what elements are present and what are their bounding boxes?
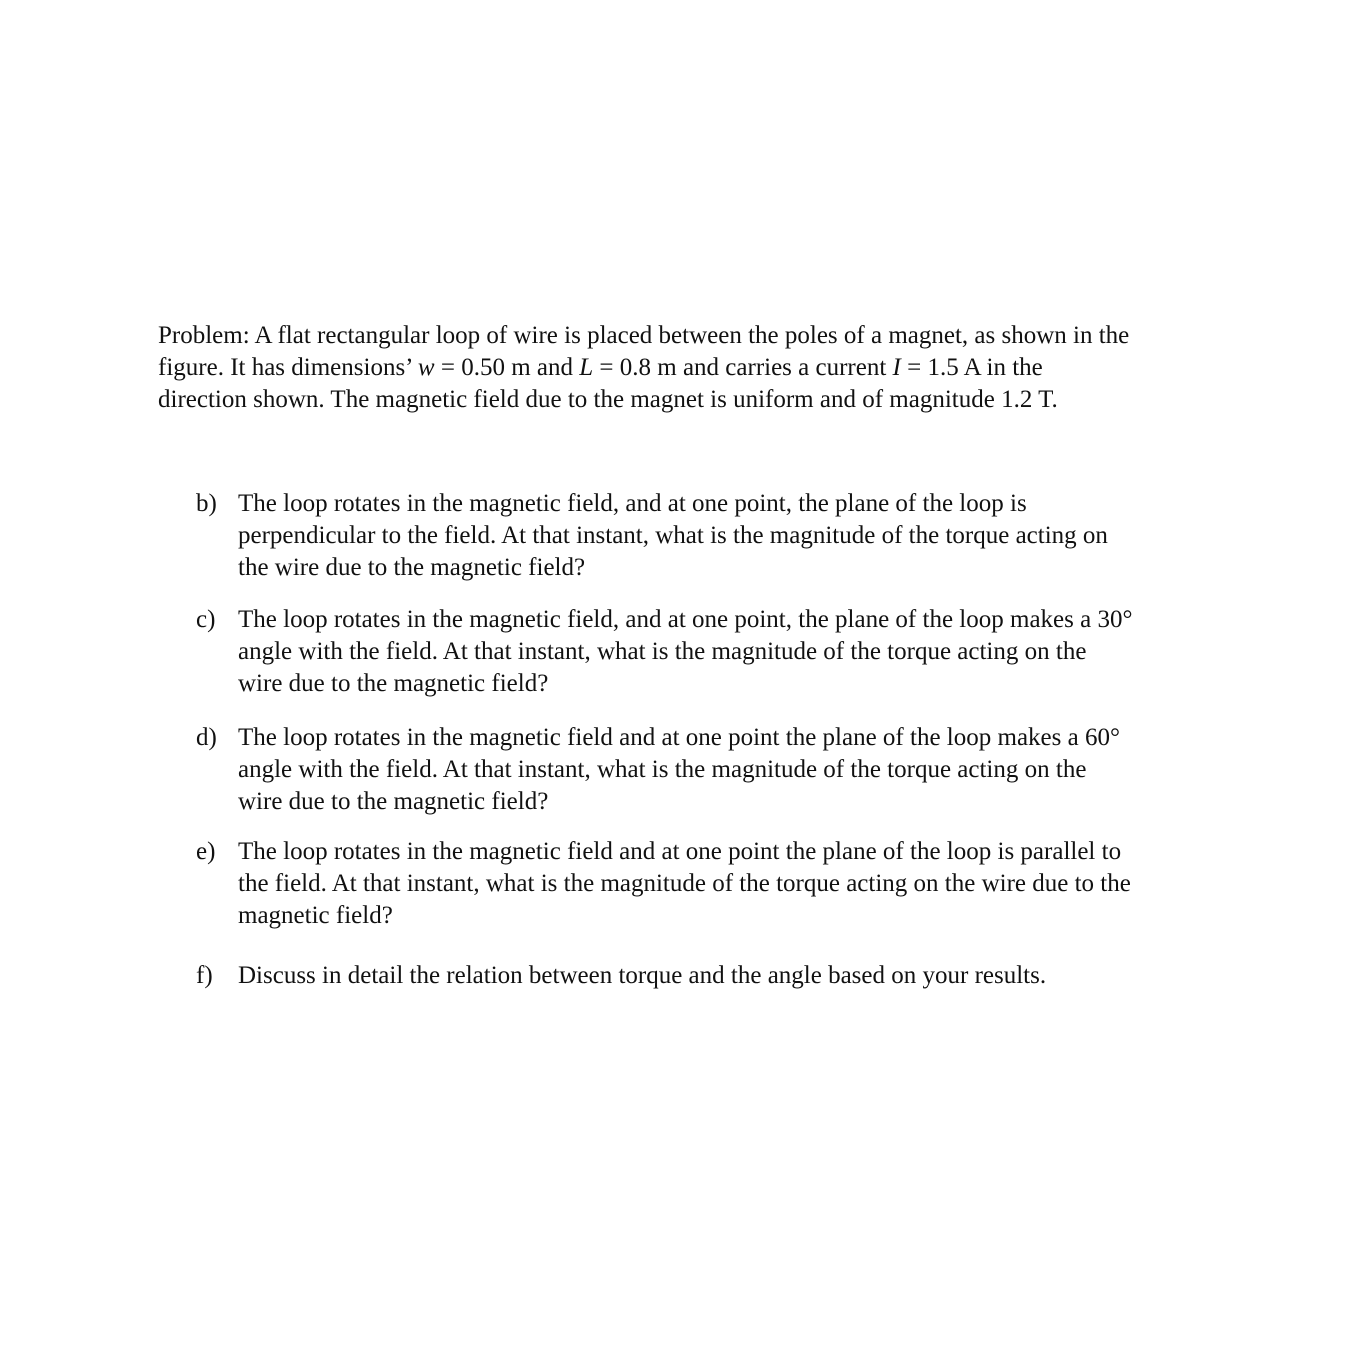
question-marker: d) — [196, 724, 217, 751]
problem-text: = 0.8 m and carries a current — [593, 354, 893, 381]
problem-line-2 — [158, 352, 1208, 384]
question-line: angle with the field. At that instant, what is the magnitude of the torque acting on the — [238, 756, 1087, 783]
question-line: angle with the field. At that instant, what is the magnitude of the torque acting on the — [238, 638, 1087, 665]
question-text — [238, 836, 1206, 932]
question-marker: b) — [196, 490, 217, 517]
question-marker: e) — [196, 838, 216, 865]
question-line: The loop rotates in the magnetic field, and at one point, the plane of the loop is — [238, 490, 1027, 517]
problem-line-3: direction shown. The magnetic field due to the magnet is uniform and of magnitude 1.2 T. — [158, 386, 1058, 413]
question-line: The loop rotates in the magnetic field, and at one point, the plane of the loop makes a 30° — [238, 606, 1133, 633]
question-marker: f) — [196, 962, 213, 989]
variable-L: L — [579, 354, 594, 381]
variable-I: I — [892, 354, 901, 381]
question-line: perpendicular to the field. At that instant, what is the magnitude of the torque acting on — [238, 522, 1108, 549]
problem-statement — [158, 320, 1208, 416]
question-line: The loop rotates in the magnetic field and at one point the plane of the loop is parallel to — [238, 838, 1122, 865]
question-line: magnetic field? — [238, 902, 393, 929]
question-line: Discuss in detail the relation between torque and the angle based on your results. — [238, 962, 1047, 989]
question-line: the wire due to the magnetic field? — [238, 554, 586, 581]
question-text — [238, 960, 1206, 992]
question-text — [238, 604, 1206, 700]
question-line: wire due to the magnetic field? — [238, 670, 549, 697]
question-text — [238, 722, 1206, 818]
question-line: The loop rotates in the magnetic field and at one point the plane of the loop makes a 60° — [238, 724, 1120, 751]
question-marker: c) — [196, 606, 216, 633]
problem-text: = 0.50 m and — [434, 354, 580, 381]
problem-text: = 1.5 A in the — [900, 354, 1043, 381]
variable-w: w — [417, 354, 435, 381]
question-line: the field. At that instant, what is the magnitude of the torque acting on the wire due to the — [238, 870, 1131, 897]
problem-line-1: Problem: A flat rectangular loop of wire is placed between the poles of a magnet, as shown in the — [158, 322, 1130, 349]
question-line: wire due to the magnetic field? — [238, 788, 549, 815]
question-text — [238, 488, 1206, 584]
problem-text: figure. It has dimensions’ — [158, 354, 418, 381]
